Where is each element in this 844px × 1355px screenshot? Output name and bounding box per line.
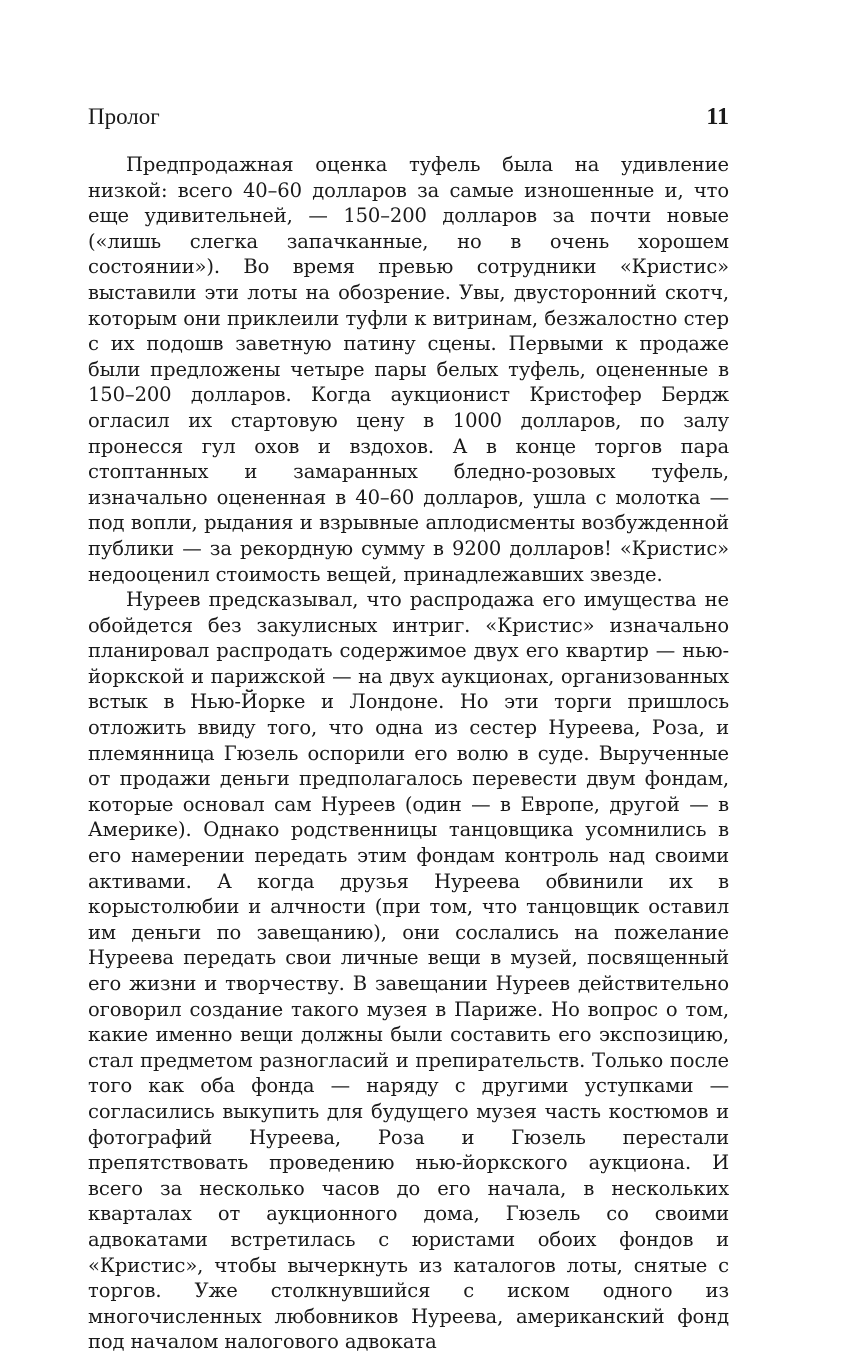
section-title: Пролог: [88, 104, 160, 129]
page-number: 11: [706, 104, 729, 130]
book-page: [88, 104, 729, 1355]
running-head: [88, 104, 729, 144]
body-text: [88, 152, 729, 1355]
paragraph-2: Нуреев предсказывал, что распродажа его имущества не обойдется без закулисных интриг. «Кристис» изначально планировал распродать содержимое двух его квартир — нью-йоркской и парижской — на двух аукционах, организованных встык в Нью-Йорке и Лондоне. Но эти торги пришлось отложить ввиду того, что одна из сестер Нуреева, Роза, и племянница Гюзель оспорили его волю в суде. Вырученные от продажи деньги предполагалось перевести двум фондам, которые основал сам Нуреев (один — в Европе, другой — в Америке). Однако родственницы танцовщика усомнились в его намерении передать этим фондам контроль над своими активами. А когда друзья Нуреева обвинили их в корыстолюбии и алчности (при том, что танцовщик оставил им деньги по завещанию), они сослались на пожелание Нуреева передать свои личные вещи в музей, посвященный его жизни и творчеству. В завещании Нуреев действительно оговорил создание такого музея в Париже. Но вопрос о том, какие именно вещи должны были составить его экспозицию, стал предметом разногласий и препирательств. Только после того как оба фонда — наряду с другими уступками — согласились выкупить для будущего музея часть костюмов и фотографий Нуреева, Роза и Гюзель перестали препятствовать проведению нью-йоркского аукциона. И всего за несколько часов до его начала, в нескольких кварталах от аукционного дома, Гюзель со своими адвокатами встретилась с юристами обоих фондов и «Кристис», чтобы вычеркнуть из каталогов лоты, снятые с торгов. Уже столкнувшийся с иском одного из многочисленных любовников Нуреева, американский фонд под началом налогового адвоката: [88, 588, 729, 1354]
paragraph-1: Предпродажная оценка туфель была на удивление низкой: всего 40–60 долларов за самые изношенные и, что еще удивительней, — 150–200 долларов за почти новые («лишь слегка запачканные, но в очень хорошем состоянии»). Во время превью сотрудники «Кристис» выставили эти лоты на обозрение. Увы, двусторонний скотч, которым они приклеили туфли к витринам, безжалостно стер с их подошв заветную патину сцены. Первыми к продаже были предложены четыре пары белых туфель, оцененные в 150–200 долларов. Когда аукционист Кристофер Бердж огласил их стартовую цену в 1000 долларов, по залу пронесся гул охов и вздохов. А в конце торгов пара стоптанных и замаранных бледно-розовых туфель, изначально оцененная в 40–60 долларов, ушла с молотка — под вопли, рыдания и взрывные аплодисменты возбужденной публики — за рекордную сумму в 9200 долларов! «Кристис» недооценил стоимость вещей, принадлежавших звезде.: [88, 153, 729, 586]
